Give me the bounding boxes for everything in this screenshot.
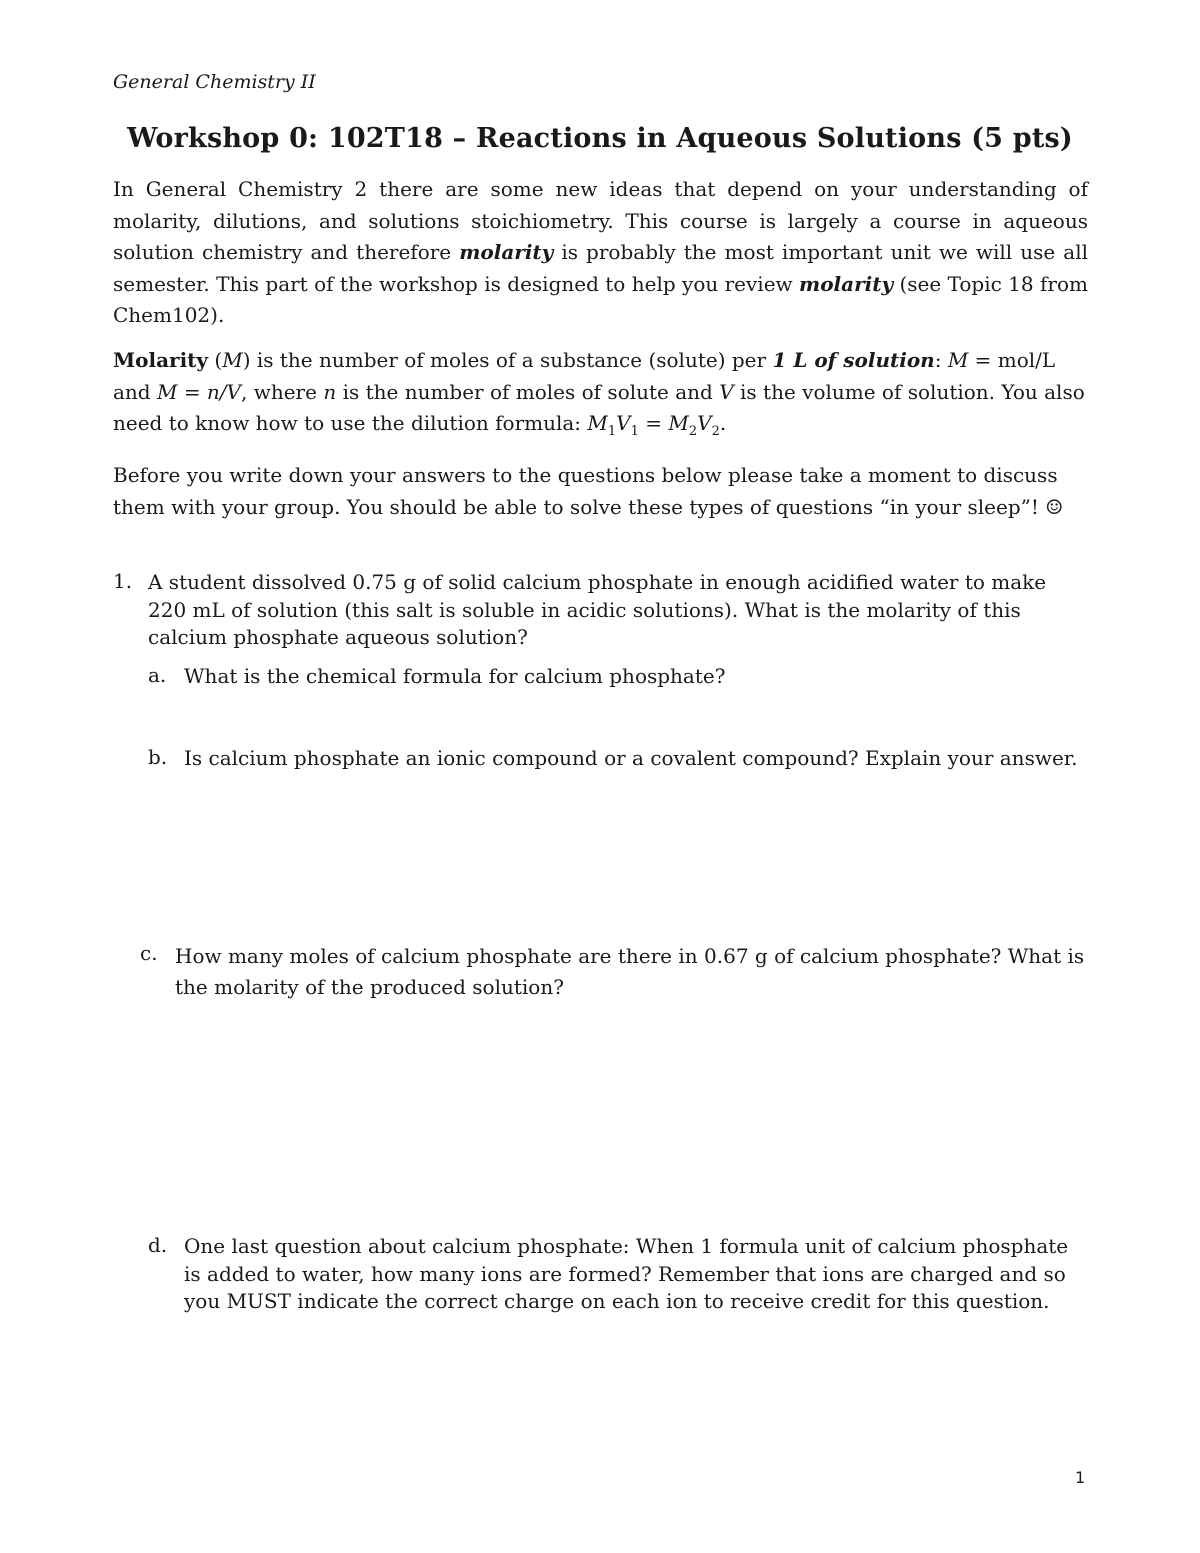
molarity-term: Molarity [113, 348, 209, 372]
part-a-text: What is the chemical formula for calcium phosphate? [184, 664, 726, 688]
page-title: Workshop 0: 102T18 – Reactions in Aqueous Solutions (5 pts) [127, 123, 1073, 154]
dilution-formula: $M_1V_1 = M_2V_2$ [587, 411, 720, 439]
part-c-text: How many moles of calcium phosphate are there in 0.67 g of calcium phosphate? What is the molarity of the produced solution? [175, 944, 1085, 999]
part-b-text: Is calcium phosphate an ionic compound or a covalent compound? Explain your answer. [184, 746, 1078, 770]
part-d-letter: d. [148, 1233, 168, 1257]
part-a-letter: a. [148, 663, 167, 687]
part-b-letter: b. [148, 745, 168, 769]
molarity-definition: Molarity (M) is the number of moles of a substance (solute) per 1 L of solution: M = mol/L and M = n/V, where n is the number of moles of solute and V is the volume of solution. You also need to know how to use the dilution formula: $M_1V_1 = M_2V_2$. [113, 348, 1085, 439]
course-header: General Chemistry II [113, 71, 316, 93]
emphasis-molarity: molarity [459, 240, 554, 264]
page-number: 1 [1075, 1468, 1086, 1487]
emphasis-molarity-2: molarity [799, 271, 894, 296]
part-d-text: One last question about calcium phosphate: When 1 formula unit of calcium phosphate is added to water, how many ions are formed? Remember that ions are charged and so you MUST indicate the correct charge on each ion to receive credit for this question. [184, 1234, 1069, 1313]
discussion-paragraph: Before you write down your answers to the questions below please take a moment to discuss them with your group. You should be able to solve these types of questions “in your sleep”! ☺ [113, 463, 1064, 519]
question-text: A student dissolved 0.75 g of solid calcium phosphate in enough acidified water to make 220 mL of solution (this salt is soluble in acidic solutions). What is the molarity of this calcium phosphate aqueous solution? [148, 570, 1047, 649]
part-c-letter: c. [140, 941, 158, 965]
intro-paragraph: In General Chemistry 2 there are some new ideas that depend on your understanding of molarity, dilutions, and solutions stoichiometry. This course is largely a course in aqueous solution chemistry and therefore molarity is probably the most important unit we will use all semester. This part of the workshop is designed to help you review molarity (see Topic 18 from Chem102). [113, 177, 1089, 327]
question-number: 1. [113, 569, 133, 593]
per-liter-emphasis: 1 L of solution [772, 348, 935, 372]
molarity-equation: = n/V [183, 379, 241, 404]
